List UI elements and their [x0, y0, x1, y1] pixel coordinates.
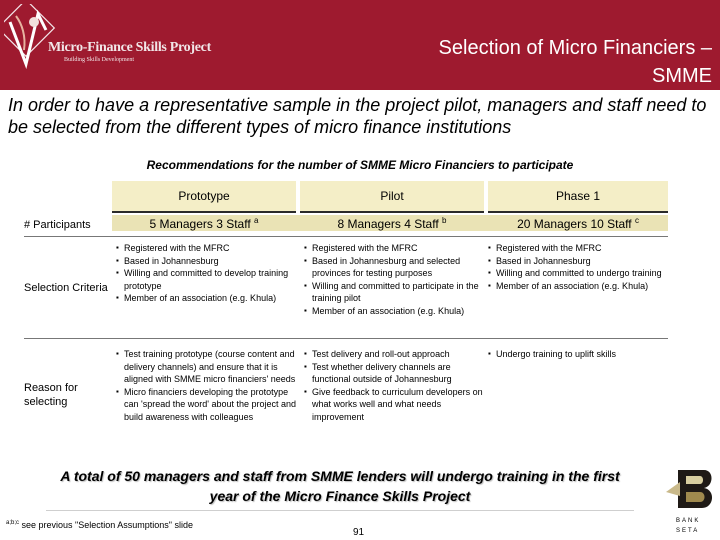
- column-header-label: Pilot: [380, 189, 404, 203]
- participants-value: 20 Managers 10 Staff: [517, 217, 632, 231]
- row-divider: [24, 338, 668, 339]
- selection-phase1: [488, 242, 668, 292]
- row-divider: [24, 236, 668, 237]
- title-line-2: SMME: [652, 65, 712, 87]
- participants-footnote: a: [254, 216, 259, 225]
- recommendations-table: [24, 181, 668, 451]
- participants-footnote: c: [634, 216, 639, 225]
- list-item: ▪ Test delivery and roll-out approach: [304, 348, 486, 361]
- participants-pilot: [300, 216, 484, 231]
- list-item: ▪ Registered with the MFRC: [488, 242, 668, 255]
- bank-logo-line1: BANK: [676, 518, 701, 524]
- row-label-reason: Reason for selecting: [24, 382, 78, 408]
- footnote-text: see previous "Selection Assumptions" slide: [21, 520, 194, 530]
- summary-text: A total of 50 managers and staff from SMME lenders will undergo training in the first year of the Micro Finance Skills Project: [46, 466, 634, 511]
- participants-value: 8 Managers 4 Staff: [337, 217, 439, 231]
- column-header-pilot: [300, 181, 484, 213]
- header-bar: [0, 0, 720, 90]
- participants-footnote: b: [442, 216, 447, 225]
- column-header-label: Prototype: [178, 189, 230, 203]
- logo-name: Micro-Finance Skills Project: [48, 40, 211, 55]
- logo-tagline: Building Skills Development: [64, 57, 134, 63]
- participants-phase1: [488, 216, 668, 231]
- list-item: ▪ Test training prototype (course content and delivery channels) and ensure that it is aligned with SMME micro financiers' needs: [116, 348, 300, 386]
- reason-pilot: [304, 348, 486, 423]
- micro-finance-logo: [4, 4, 211, 86]
- selection-pilot: [304, 242, 486, 317]
- list-item: ▪ Micro financiers developing the prototype can 'spread the word' about the project and build awareness with colleagues: [116, 386, 300, 424]
- row-label-participants: # Participants: [24, 219, 91, 231]
- list-item: ▪ Registered with the MFRC: [304, 242, 486, 255]
- participants-prototype: [112, 216, 296, 231]
- list-item: ▪ Willing and committed to participate in the training pilot: [304, 280, 486, 305]
- list-item: ▪ Based in Johannesburg and selected provinces for testing purposes: [304, 255, 486, 280]
- page-title: [439, 34, 712, 90]
- list-item: ▪ Based in Johannesburg: [488, 255, 668, 268]
- list-item: ▪ Give feedback to curriculum developers on what works well and what needs improvement: [304, 386, 486, 424]
- table-title: Recommendations for the number of SMME Micro Financiers to participate: [146, 158, 574, 172]
- participants-value: 5 Managers 3 Staff: [149, 217, 251, 231]
- reason-phase1: [488, 348, 668, 361]
- list-item: ▪ Willing and committed to develop training prototype: [116, 267, 298, 292]
- footnote: [6, 520, 193, 530]
- page-number: 91: [353, 527, 365, 538]
- column-header-label: Phase 1: [555, 189, 601, 203]
- column-header-phase1: [488, 181, 668, 213]
- list-item: ▪ Registered with the MFRC: [116, 242, 298, 255]
- list-item: ▪ Based in Johannesburg: [116, 255, 298, 268]
- footnote-marker: a;b;c: [6, 520, 20, 526]
- list-item: ▪ Undergo training to uplift skills: [488, 348, 668, 361]
- list-item: ▪ Member of an association (e.g. Khula): [116, 292, 298, 305]
- row-label-selection: Selection Criteria: [24, 282, 108, 294]
- selection-prototype: [116, 242, 298, 305]
- list-item: ▪ Member of an association (e.g. Khula): [488, 280, 668, 293]
- list-item: ▪ Member of an association (e.g. Khula): [304, 305, 486, 318]
- column-header-prototype: [112, 181, 296, 213]
- bank-logo-line2: SETA: [676, 528, 700, 534]
- list-item: ▪ Willing and committed to undergo training: [488, 267, 668, 280]
- list-item: ▪ Test whether delivery channels are functional outside of Johannesburg: [304, 361, 486, 386]
- intro-text: In order to have a representative sample in the project pilot, managers and staff need to be selected from the different types of micro finance institutions: [8, 95, 707, 137]
- reason-prototype: [116, 348, 300, 423]
- title-line-1: Selection of Micro Financiers –: [438, 37, 712, 59]
- bank-seta-logo-icon: [664, 462, 720, 516]
